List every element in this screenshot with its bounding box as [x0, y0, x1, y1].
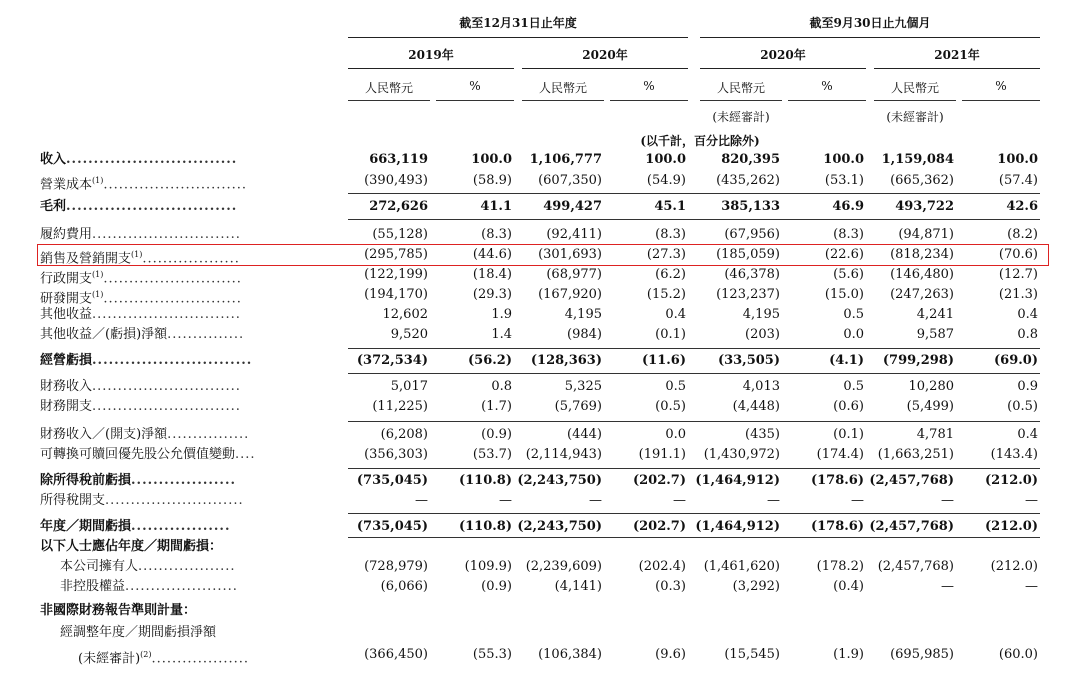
subtotal-rule [348, 219, 1040, 220]
row-label-text: 研發開支 [40, 291, 93, 307]
leader-dots: ............................. [92, 353, 253, 368]
col-header-rmb: 人民幣元 [538, 81, 587, 95]
cell-amount: (1,464,912) [695, 473, 780, 488]
table-row [40, 226, 1050, 244]
table-row [40, 624, 1050, 642]
cell-percent: (212.0) [990, 559, 1038, 574]
cell-amount: — [941, 579, 954, 594]
footnote-ref: (1) [92, 176, 104, 185]
table-row [40, 286, 1050, 307]
cell-percent: — [673, 493, 686, 508]
year-header-2020: 2020年 [582, 48, 628, 62]
row-label [40, 352, 345, 370]
cell-percent: (8.3) [481, 227, 512, 242]
cell-percent: (202.4) [638, 559, 686, 574]
row-label-text: 經營虧損 [40, 353, 93, 368]
table-row [40, 306, 1050, 324]
cell-percent: (58.9) [472, 173, 512, 188]
cell-amount: (2,457,768) [869, 519, 954, 534]
cell-percent: (0.3) [655, 579, 686, 594]
cell-percent: (0.5) [655, 399, 686, 414]
row-label-text: 收入 [40, 152, 67, 167]
cell-percent: — [851, 493, 864, 508]
leader-dots: ............................. [92, 227, 241, 242]
cell-amount: — [415, 493, 428, 508]
cell-amount: (2,243,750) [517, 519, 602, 534]
table-row [40, 646, 1050, 667]
row-label-text: 營業成本 [40, 177, 93, 193]
cell-amount: (6,208) [380, 427, 428, 442]
cell-amount: (68,977) [546, 267, 602, 282]
cell-percent: (143.4) [990, 447, 1038, 462]
row-label [40, 326, 345, 344]
cell-percent: — [499, 493, 512, 508]
table-row [40, 558, 1050, 576]
header-rule [348, 37, 688, 38]
cell-percent: (202.7) [632, 519, 686, 534]
cell-percent: (191.1) [638, 447, 686, 462]
cell-amount: (6,066) [380, 579, 428, 594]
year-rule [874, 68, 1040, 69]
cell-percent: (0.9) [481, 427, 512, 442]
row-label-text: 其他收益／(虧損)淨額 [40, 327, 168, 342]
cell-amount: (247,263) [890, 287, 954, 302]
row-label-text: 年度／期間虧損 [40, 519, 132, 534]
table-row [40, 172, 1050, 193]
leader-dots: ........................... [105, 493, 244, 508]
row-label [40, 151, 345, 169]
year-header-2020-9m: 2020年 [760, 48, 806, 62]
cell-percent: (1.9) [833, 647, 864, 662]
row-label-text: 財務開支 [40, 399, 93, 414]
cell-percent: (174.4) [816, 447, 864, 462]
row-label-text: 經調整年度／期間虧損淨額 [60, 625, 217, 640]
table-row [40, 352, 1050, 370]
leader-dots: .................. [131, 519, 231, 534]
row-label [40, 378, 345, 396]
col-header-pct: % [643, 79, 655, 93]
cell-amount: (67,956) [724, 227, 780, 242]
row-label [40, 226, 345, 244]
row-label [40, 198, 345, 216]
table-row [40, 378, 1050, 396]
leader-dots: ................... [142, 251, 240, 267]
cell-amount: (185,059) [716, 247, 780, 262]
cell-amount: (167,920) [538, 287, 602, 302]
table-row [40, 398, 1050, 416]
cell-percent: 0.5 [843, 379, 864, 394]
cell-amount: (11,225) [372, 399, 428, 414]
leader-dots: ............................. [92, 307, 241, 322]
table-row [40, 446, 1050, 464]
leader-dots: ........................... [103, 271, 242, 287]
cell-percent: (53.7) [472, 447, 512, 462]
cell-amount: — [589, 493, 602, 508]
cell-percent: (27.3) [646, 247, 686, 262]
year-header-2021-9m: 2021年 [934, 48, 980, 62]
highlight-box [37, 244, 1049, 266]
cell-amount: (1,430,972) [703, 447, 780, 462]
cell-percent: (110.8) [458, 473, 512, 488]
cell-amount: (444) [567, 427, 602, 442]
cell-amount: (128,363) [530, 353, 602, 368]
units-note: (以千計，百分比除外) [640, 134, 760, 148]
cell-percent: (11.6) [642, 353, 686, 368]
cell-percent: (8.2) [1007, 227, 1038, 242]
col-header-rmb: 人民幣元 [364, 81, 413, 95]
cell-percent: 0.4 [1017, 307, 1038, 322]
leader-dots: ...................... [125, 579, 238, 594]
col-header-pct: % [995, 79, 1007, 93]
cell-amount: 9,587 [916, 327, 954, 342]
cell-percent: (18.4) [472, 267, 512, 282]
cell-amount: (366,450) [364, 647, 428, 662]
cell-amount: (2,239,609) [525, 559, 602, 574]
row-label-text: 財務收入／(開支)淨額 [40, 427, 168, 442]
cell-amount: (122,199) [364, 267, 428, 282]
cell-percent: (178.6) [810, 519, 864, 534]
cell-percent: 100.0 [997, 152, 1038, 167]
cell-amount: — [941, 493, 954, 508]
cell-amount: (1,464,912) [695, 519, 780, 534]
row-label [40, 446, 345, 464]
cell-percent: (1.7) [481, 399, 512, 414]
subtotal-rule [348, 513, 1040, 514]
cell-amount: 1,106,777 [529, 152, 602, 167]
cell-percent: (0.6) [833, 399, 864, 414]
cell-percent: (212.0) [984, 473, 1038, 488]
cell-percent: (6.2) [655, 267, 686, 282]
cell-percent: 41.1 [480, 199, 512, 214]
row-label-text: 本公司擁有人 [60, 559, 139, 574]
row-label [40, 172, 345, 194]
cell-percent: 45.1 [654, 199, 686, 214]
cell-percent: (0.5) [1007, 399, 1038, 414]
cell-amount: (435,262) [716, 173, 780, 188]
cell-amount: (106,384) [538, 647, 602, 662]
leader-dots: ............................... [66, 199, 238, 214]
cell-amount: (203) [745, 327, 780, 342]
row-label-text: 履約費用 [40, 227, 93, 242]
cell-percent: 0.5 [843, 307, 864, 322]
unaudited-label: (未經審計) [886, 110, 944, 124]
cell-amount: (735,045) [356, 473, 428, 488]
leader-dots: ................... [131, 473, 237, 488]
table-row [40, 578, 1050, 596]
cell-percent: (12.7) [998, 267, 1038, 282]
subheader-rule [522, 100, 604, 101]
row-label [40, 492, 345, 510]
cell-percent: (4.1) [829, 353, 864, 368]
cell-percent: 0.5 [665, 379, 686, 394]
cell-percent: (22.6) [824, 247, 864, 262]
leader-dots: ............................. [92, 399, 241, 414]
cell-amount: 385,133 [721, 199, 780, 214]
cell-percent: (70.6) [998, 247, 1038, 262]
table-row [40, 492, 1050, 510]
cell-percent: 42.6 [1006, 199, 1038, 214]
year-header-2019: 2019年 [408, 48, 454, 62]
cell-percent: (29.3) [472, 287, 512, 302]
cell-amount: (1,461,620) [703, 559, 780, 574]
subtotal-rule [348, 421, 1040, 422]
row-label [40, 426, 345, 444]
cell-amount: 272,626 [369, 199, 428, 214]
cell-amount: (123,237) [716, 287, 780, 302]
cell-amount: (818,234) [890, 247, 954, 262]
cell-percent: 46.9 [832, 199, 864, 214]
col-header-pct: % [469, 79, 481, 93]
cell-amount: (372,534) [356, 353, 428, 368]
cell-amount: (1,663,251) [877, 447, 954, 462]
row-label-text: 非控股權益 [60, 579, 126, 594]
subheader-rule [874, 100, 956, 101]
col-header-rmb: 人民幣元 [890, 81, 939, 95]
table-row [40, 266, 1050, 287]
row-label-text: 可轉換可贖回優先股公允價值變動 [40, 447, 236, 462]
cell-amount: 10,280 [908, 379, 954, 394]
cell-amount: 5,017 [390, 379, 428, 394]
leader-dots: ................... [151, 651, 250, 667]
cell-amount: (46,378) [724, 267, 780, 282]
cell-amount: 499,427 [543, 199, 602, 214]
row-label-text: 其他收益 [40, 307, 93, 322]
cell-amount: — [767, 493, 780, 508]
cell-percent: (178.6) [810, 473, 864, 488]
table-row [40, 151, 1050, 169]
cell-percent: 0.0 [843, 327, 864, 342]
cell-percent: 100.0 [645, 152, 686, 167]
cell-percent: (110.8) [458, 519, 512, 534]
cell-amount: (33,505) [717, 353, 780, 368]
table-row [40, 518, 1050, 536]
row-label [40, 286, 345, 308]
cell-amount: 820,395 [721, 152, 780, 167]
cell-percent: (212.0) [984, 519, 1038, 534]
cell-percent: (178.2) [816, 559, 864, 574]
cell-amount: (984) [567, 327, 602, 342]
cell-amount: (2,114,943) [525, 447, 602, 462]
cell-percent: 0.8 [491, 379, 512, 394]
year-rule [522, 68, 688, 69]
cell-amount: (665,362) [890, 173, 954, 188]
cell-amount: (92,411) [546, 227, 602, 242]
cell-amount: (2,457,768) [869, 473, 954, 488]
cell-amount: (4,448) [732, 399, 780, 414]
cell-percent: — [1025, 579, 1038, 594]
cell-percent: (8.3) [833, 227, 864, 242]
cell-amount: (146,480) [890, 267, 954, 282]
subtotal-rule [348, 348, 1040, 349]
cell-percent: (0.1) [655, 327, 686, 342]
cell-percent: (8.3) [655, 227, 686, 242]
row-label [40, 472, 345, 490]
row-label-text: 所得稅開支 [40, 493, 106, 508]
leader-dots: ............... [167, 327, 245, 342]
cell-amount: 5,325 [564, 379, 602, 394]
cell-percent: (0.4) [833, 579, 864, 594]
cell-percent: 0.9 [1017, 379, 1038, 394]
leader-dots: ........................... [103, 291, 242, 307]
cell-percent: 100.0 [471, 152, 512, 167]
cell-amount: (55,128) [372, 227, 428, 242]
subtotal-rule [348, 373, 1040, 374]
cell-percent: (15.2) [646, 287, 686, 302]
cell-percent: (5.6) [833, 267, 864, 282]
leader-dots: ................... [138, 559, 236, 574]
cell-amount: (2,457,768) [877, 559, 954, 574]
footnote-ref: (1) [92, 270, 104, 279]
cell-amount: (94,871) [898, 227, 954, 242]
cell-percent: 0.8 [1017, 327, 1038, 342]
year-rule [348, 68, 514, 69]
subheader-rule [788, 100, 866, 101]
cell-amount: 493,722 [895, 199, 954, 214]
subheader-rule [348, 100, 430, 101]
table-row [40, 426, 1050, 444]
cell-percent: (15.0) [824, 287, 864, 302]
subheader-rule [610, 100, 688, 101]
cell-percent: (57.4) [998, 173, 1038, 188]
row-label-text: (未經審計) [78, 651, 141, 667]
cell-amount: (2,243,750) [517, 473, 602, 488]
row-label [40, 266, 345, 288]
cell-percent: (44.6) [472, 247, 512, 262]
cell-amount: 12,602 [382, 307, 428, 322]
cell-amount: 4,013 [742, 379, 780, 394]
cell-amount: (435) [745, 427, 780, 442]
cell-percent: 1.4 [491, 327, 512, 342]
footnote-ref: (1) [131, 250, 143, 259]
period-header-nine-months: 截至9月30日止九個月 [809, 16, 931, 30]
row-label-text: 非國際財務報告準則計量： [40, 603, 197, 618]
col-header-pct: % [821, 79, 833, 93]
leader-dots: ............................... [66, 152, 238, 167]
row-label-text: 以下人士應佔年度／期間虧損： [40, 539, 223, 554]
cell-amount: (695,985) [890, 647, 954, 662]
cell-percent: (202.7) [632, 473, 686, 488]
footnote-ref: (2) [140, 650, 152, 659]
table-row [40, 326, 1050, 344]
leader-dots: ................ [167, 427, 250, 442]
cell-amount: 4,195 [742, 307, 780, 322]
table-row [40, 472, 1050, 490]
cell-amount: (5,499) [906, 399, 954, 414]
subtotal-rule [348, 193, 1040, 194]
cell-percent: 0.0 [665, 427, 686, 442]
cell-percent: (109.9) [464, 559, 512, 574]
row-label-text: 除所得稅前虧損 [40, 473, 132, 488]
cell-amount: 1,159,084 [881, 152, 954, 167]
cell-percent: (69.0) [994, 353, 1038, 368]
subheader-rule [436, 100, 514, 101]
cell-amount: (356,303) [364, 447, 428, 462]
table-row [40, 538, 1050, 556]
row-label [40, 602, 345, 620]
cell-percent: (0.1) [833, 427, 864, 442]
row-label-text: 財務收入 [40, 379, 93, 394]
row-label-text: 行政開支 [40, 271, 93, 287]
cell-amount: 4,195 [564, 307, 602, 322]
cell-percent: 100.0 [823, 152, 864, 167]
cell-amount: (295,785) [364, 247, 428, 262]
cell-percent: (53.1) [824, 173, 864, 188]
cell-percent: (21.3) [998, 287, 1038, 302]
cell-amount: (5,769) [554, 399, 602, 414]
cell-percent: — [1025, 493, 1038, 508]
row-label [40, 306, 345, 324]
cell-percent: (9.6) [655, 647, 686, 662]
leader-dots: ............................. [92, 379, 241, 394]
cell-percent: (56.2) [468, 353, 512, 368]
cell-amount: 4,781 [916, 427, 954, 442]
cell-percent: (55.3) [472, 647, 512, 662]
cell-amount: (607,350) [538, 173, 602, 188]
cell-percent: (54.9) [646, 173, 686, 188]
row-label-text: 銷售及營銷開支 [40, 251, 132, 267]
cell-amount: (390,493) [364, 173, 428, 188]
leader-dots: .... [235, 447, 256, 462]
period-header-year: 截至12月31日止年度 [459, 16, 577, 30]
unaudited-label: (未經審計) [712, 110, 770, 124]
subheader-rule [962, 100, 1040, 101]
cell-amount: 663,119 [369, 152, 428, 167]
cell-amount: (735,045) [356, 519, 428, 534]
leader-dots: ............................ [103, 177, 248, 193]
cell-amount: (3,292) [732, 579, 780, 594]
subheader-rule [700, 100, 782, 101]
cell-percent: (60.0) [998, 647, 1038, 662]
cell-amount: (4,141) [554, 579, 602, 594]
cell-amount: (301,693) [538, 247, 602, 262]
row-label [60, 624, 365, 642]
footnote-ref: (1) [92, 290, 104, 299]
table-row [40, 602, 1050, 620]
row-label [40, 538, 345, 556]
header-rule [700, 37, 1040, 38]
row-label [40, 398, 345, 416]
row-label-text: 毛利 [40, 199, 67, 214]
cell-percent: 0.4 [1017, 427, 1038, 442]
cell-amount: (799,298) [882, 353, 954, 368]
cell-percent: 1.9 [491, 307, 512, 322]
cell-amount: (728,979) [364, 559, 428, 574]
cell-amount: 4,241 [916, 307, 954, 322]
cell-amount: (15,545) [724, 647, 780, 662]
cell-amount: (194,170) [364, 287, 428, 302]
cell-percent: (0.9) [481, 579, 512, 594]
cell-amount: 9,520 [390, 327, 428, 342]
cell-percent: 0.4 [665, 307, 686, 322]
subtotal-rule [348, 537, 1040, 538]
col-header-rmb: 人民幣元 [716, 81, 765, 95]
row-label [40, 518, 345, 536]
year-rule [700, 68, 866, 69]
table-row [40, 198, 1050, 216]
subtotal-rule [348, 468, 1040, 469]
